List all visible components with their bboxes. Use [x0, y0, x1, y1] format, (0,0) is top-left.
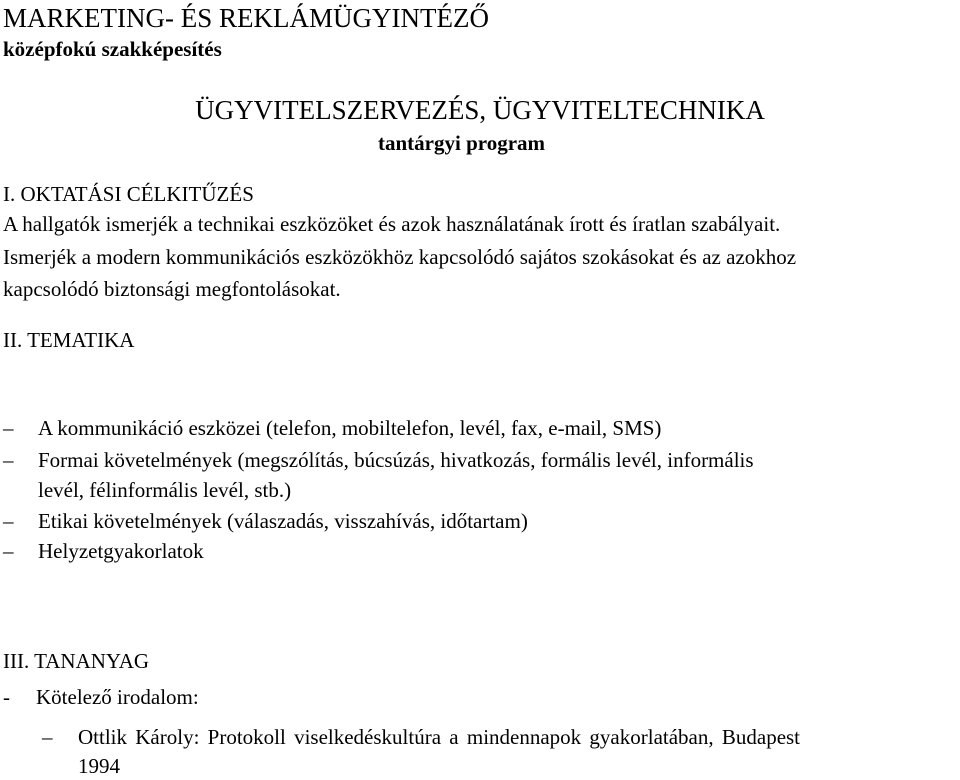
topic-item-text: Formai követelmények (megszólítás, búcsúzás, hivatkozás, formális levél, informális	[38, 448, 754, 472]
dash-bullet: –	[3, 539, 14, 563]
required-reading-label: Kötelező irodalom:	[36, 685, 199, 709]
topic-item-continuation: levél, félinformális levél, stb.)	[38, 478, 292, 502]
topic-item	[3, 446, 754, 474]
document-subtitle: középfokú szakképesítés	[3, 37, 222, 61]
topic-item-text: Etikai követelmények (válaszadás, visszahívás, időtartam)	[38, 509, 528, 533]
topic-item-text: A kommunikáció eszközei (telefon, mobiltelefon, levél, fax, e-mail, SMS)	[38, 416, 662, 440]
objective-line: Ismerjék a modern kommunikációs eszközökhöz kapcsolódó sajátos szokásokat és az azokhoz	[3, 245, 797, 269]
program-subtitle: tantárgyi program	[378, 131, 546, 155]
dash-bullet: –	[3, 416, 14, 440]
dash-bullet: –	[3, 448, 14, 472]
dash-bullet: –	[3, 509, 14, 533]
topic-item	[3, 507, 528, 535]
program-title: ÜGYVITELSZERVEZÉS, ÜGYVITELTECHNIKA	[195, 95, 765, 125]
section-heading-material: III. TANANYAG	[3, 649, 150, 673]
objective-line: A hallgatók ismerjék a technikai eszközöket és azok használatának írott és íratlan szabályait.	[3, 212, 781, 236]
reference-text: Ottlik Károly: Protokoll viselkedéskultúra a mindennapok gyakorlatában, Budapest	[78, 725, 801, 749]
reference-continuation: 1994	[78, 754, 120, 778]
topic-item	[3, 414, 661, 442]
section-heading-objectives: I. OKTATÁSI CÉLKITŰZÉS	[3, 182, 254, 206]
required-reading-line	[3, 683, 199, 711]
document-title: MARKETING- ÉS REKLÁMÜGYINTÉZŐ	[3, 3, 489, 33]
topic-item-text: Helyzetgyakorlatok	[38, 539, 204, 563]
topic-item	[3, 537, 204, 565]
section-heading-topics: II. TEMATIKA	[3, 328, 135, 352]
objective-line: kapcsolódó biztonsági megfontolásokat.	[3, 277, 341, 301]
hyphen-marker: -	[3, 685, 10, 709]
dash-bullet: –	[42, 725, 53, 749]
